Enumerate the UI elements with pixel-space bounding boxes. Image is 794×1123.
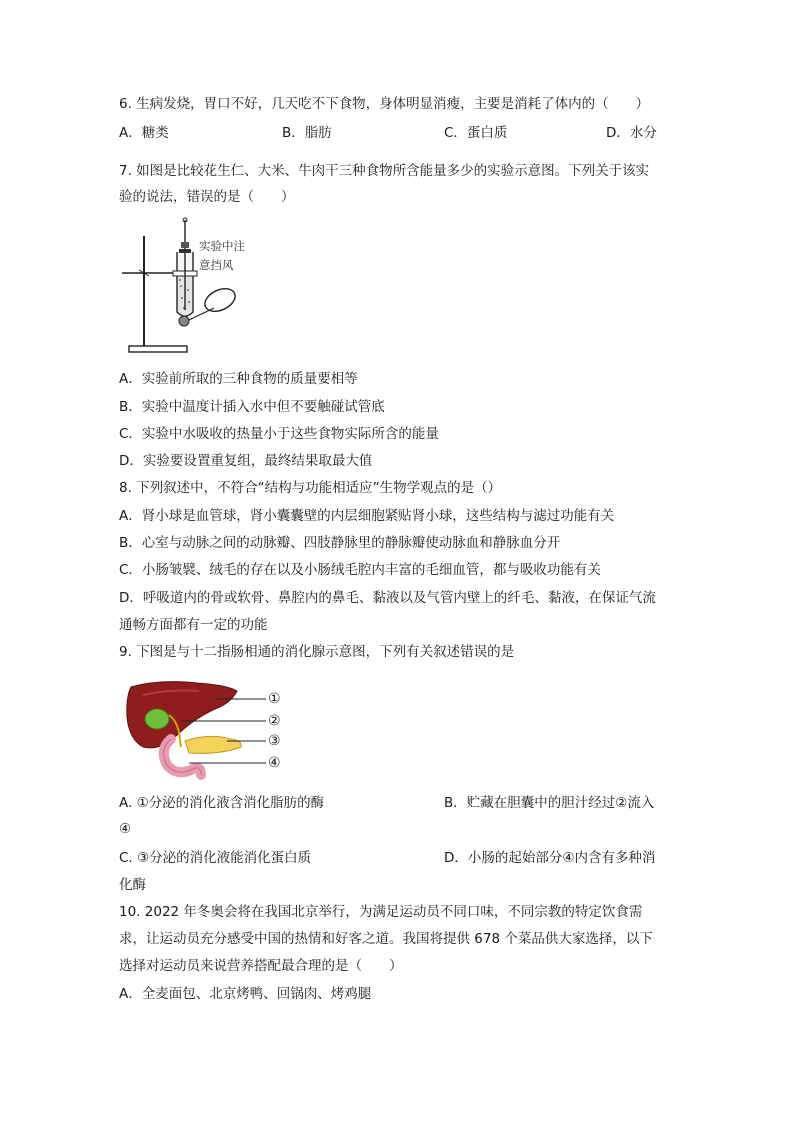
q10-stem-line2: 求，让运动员充分感受中国的热情和好客之道。我国将提供 678 个菜品供大家选择，以下: [119, 931, 653, 947]
q7-stem-line1: 7. 如图是比较花生仁、大米、牛肉干三种食物所含能量多少的实验示意图。下列关于该实: [119, 163, 650, 179]
q6-stem: 6. 生病发烧，胃口不好，几天吃不下食物，身体明显消瘦，主要是消耗了体内的（ ）: [119, 96, 650, 112]
q9-option-b: B．贮藏在胆囊中的胆汁经过②流入: [444, 795, 655, 811]
q7-option-a: A．实验前所取的三种食物的质量要相等: [119, 371, 358, 387]
figure-note-line2: 意挡风: [199, 258, 234, 272]
digestive-glands-figure: [119, 677, 289, 785]
q9-option-c: C. ③分泌的消化液能消化蛋白质: [119, 850, 312, 866]
label-4: ④: [268, 755, 281, 771]
figure-note-line1: 实验中注: [199, 239, 245, 253]
combustion-experiment-figure: [119, 216, 269, 358]
q6-option-a: A．糖类: [119, 125, 169, 141]
q8-option-b: B．心室与动脉之间的动脉瓣、四肢静脉里的静脉瓣使动脉血和静脉血分开: [119, 535, 561, 551]
q10-option-a: A．全麦面包、北京烤鸭、回锅肉、烤鸡腿: [119, 986, 372, 1002]
q8-option-d-cont: 通畅方面都有一定的功能: [119, 617, 268, 633]
q6-option-b: B．脂肪: [282, 125, 332, 141]
label-1: ①: [268, 691, 281, 707]
q9-option-d-cont: 化酶: [119, 877, 146, 893]
q6-option-c: C．蛋白质: [444, 125, 508, 141]
q10-stem-line1: 10. 2022 年冬奥会将在我国北京举行，为满足运动员不同口味，不同宗教的特定饮食需: [119, 904, 643, 920]
q9-stem: 9. 下图是与十二指肠相通的消化腺示意图，下列有关叙述错误的是: [119, 644, 515, 660]
q9-option-a: A. ①分泌的消化液含消化脂肪的酶: [119, 795, 325, 811]
q9-option-d: D．小肠的起始部分④内含有多种消: [444, 850, 656, 866]
q8-option-c: C．小肠皱襞、绒毛的存在以及小肠绒毛腔内丰富的毛细血管，都与吸收功能有关: [119, 562, 601, 578]
q7-option-c: C．实验中水吸收的热量小于这些食物实际所含的能量: [119, 426, 439, 442]
q7-stem-line2: 验的说法，错误的是（ ）: [119, 189, 295, 205]
q10-stem-line3: 选择对运动员来说营养搭配最合理的是（ ）: [119, 958, 403, 974]
label-3: ③: [268, 733, 281, 749]
q7-option-d: D．实验要设置重复组，最终结果取最大值: [119, 453, 373, 469]
q8-option-a: A．肾小球是血管球，肾小囊囊壁的内层细胞紧贴肾小球，这些结构与滤过功能有关: [119, 508, 615, 524]
q8-option-d: D．呼吸道内的骨或软骨、鼻腔内的鼻毛、黏液以及气管内壁上的纤毛、黏液，在保证气流: [119, 590, 656, 606]
q7-option-b: B．实验中温度计插入水中但不要触碰试管底: [119, 399, 385, 415]
label-2: ②: [268, 713, 281, 729]
q9-option-b-cont: ④: [119, 821, 132, 837]
q6-option-d: D．水分: [606, 125, 657, 141]
q8-stem: 8. 下列叙述中，不符合“结构与功能相适应”生物学观点的是（）: [119, 480, 502, 496]
